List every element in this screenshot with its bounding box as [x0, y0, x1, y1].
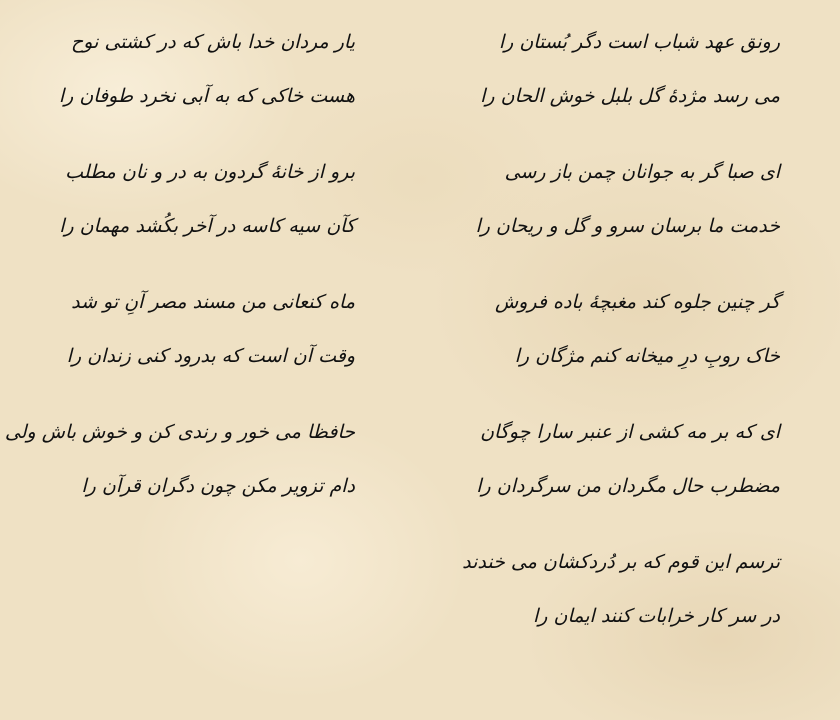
verse-line: دام تزویر مکن چون دگران قرآن را: [81, 475, 355, 497]
stanza: [55, 288, 355, 370]
stanza: [55, 158, 355, 240]
verse-line: خاک روبِ درِ میخانه کنم مژگان را: [514, 345, 780, 367]
verse-line: ای صبا گر به جوانان چمن باز رسی: [504, 161, 780, 183]
stanza: [55, 28, 355, 110]
poem-column-right: [462, 28, 780, 678]
verse-line: کآن سیه کاسه در آخر بکُشد مهمان را: [59, 215, 355, 237]
verse-line: برو از خانهٔ گردون به در و نان مطلب: [65, 161, 355, 183]
stanza: [462, 548, 780, 630]
verse-line: ای که بر مه کشی از عنبر سارا چوگان: [480, 421, 780, 443]
stanza: [480, 288, 780, 370]
stanza: [4, 418, 355, 500]
stanza: [480, 28, 780, 110]
verse-line: ترسم این قوم که بر دُردکشان می خندند: [462, 551, 780, 573]
verse-line: رونق عهد شباب است دگر بُستان را: [498, 31, 780, 53]
stanza: [476, 418, 780, 500]
verse-line: یار مردان خدا باش که در کشتی نوح: [71, 31, 355, 53]
poem-column-left: [4, 28, 355, 548]
verse-line: وقت آن است که بدرود کنی زندان را: [66, 345, 355, 367]
verse-line: مضطرب حال مگردان من سرگردان را: [476, 475, 780, 497]
stanza: [475, 158, 780, 240]
verse-line: ماه کنعانی من مسند مصر آنِ تو شد: [71, 291, 355, 313]
verse-line: در سر کار خرابات کنند ایمان را: [533, 605, 780, 627]
verse-line: هست خاکی که به آبی نخرد طوفان را: [58, 85, 355, 107]
verse-line: گر چنین جلوه کند مغبچهٔ باده فروش: [495, 291, 780, 313]
verse-line: می رسد مژدهٔ گل بلبل خوش الحان را: [480, 85, 780, 107]
verse-line: حافظا می خور و رندی کن و خوش باش ولی: [4, 421, 355, 443]
verse-line: خدمت ما برسان سرو و گل و ریحان را: [475, 215, 780, 237]
